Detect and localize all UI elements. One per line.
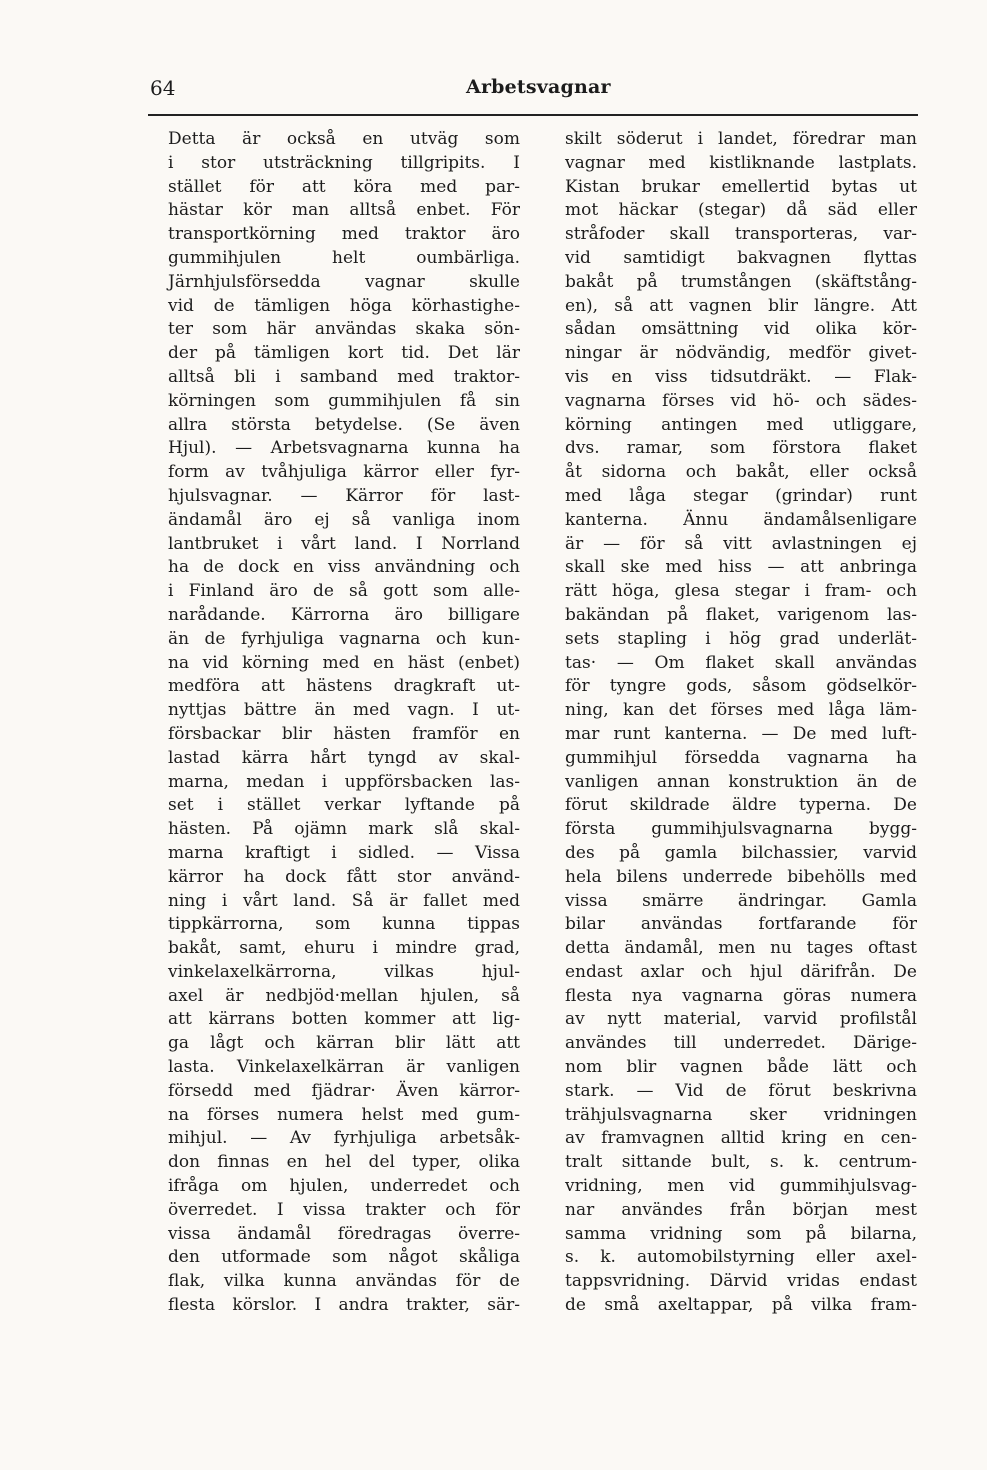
text-line: bakåt, samt, ehuru i mindre grad, bbox=[168, 938, 520, 959]
text-line: mot häckar (stegar) då säd eller bbox=[565, 200, 917, 221]
text-line: medföra att hästens dragkraft ut- bbox=[168, 676, 520, 697]
text-line: skilt söderut i landet, föredrar man bbox=[565, 129, 917, 149]
text-line: lastad kärra hårt tyngd av skal- bbox=[168, 747, 520, 768]
text-line: ningar är nödvändig, medför givet- bbox=[565, 343, 917, 364]
text-line: vis en viss tidsutdräkt. — Flak- bbox=[565, 366, 917, 387]
text-line: vagnar med kistliknande lastplats. bbox=[565, 152, 917, 173]
text-line: överredet. I vissa trakter och för bbox=[168, 1199, 520, 1220]
text-line: detta ändamål, men nu tages oftast bbox=[565, 938, 917, 959]
text-line: der på tämligen kort tid. Det lär bbox=[168, 343, 520, 364]
text-line: des på gamla bilchassier, varvid bbox=[565, 842, 917, 863]
text-line: alltså bli i samband med traktor- bbox=[168, 366, 520, 387]
text-column-left bbox=[168, 128, 520, 1318]
text-line: na vid körning med en häst (enbet) bbox=[168, 652, 520, 673]
text-line: med låga stegar (grindar) runt bbox=[565, 485, 917, 506]
text-line: skall ske med hiss — att anbringa bbox=[565, 557, 917, 578]
text-line: axel är nedbjöd·mellan hjulen, så bbox=[168, 985, 520, 1006]
text-line: na förses numera helst med gum- bbox=[168, 1104, 520, 1125]
text-line: av framvagnen alltid kring en cen- bbox=[565, 1128, 917, 1149]
header-rule bbox=[148, 114, 918, 116]
text-line: tas· — Om flaket skall användas bbox=[565, 652, 917, 673]
text-line: den utformade som något skåliga bbox=[168, 1247, 520, 1268]
text-line: stråfoder skall transporteras, var- bbox=[565, 224, 917, 245]
text-line: användes till underredet. Därige- bbox=[565, 1033, 917, 1054]
text-line: ifråga om hjulen, underredet och bbox=[168, 1176, 520, 1197]
text-line: nom blir vagnen både lätt och bbox=[565, 1057, 917, 1078]
text-line: försedd med fjädrar· Även kärror- bbox=[168, 1080, 520, 1101]
text-line: körningen som gummihjulen få sin bbox=[168, 390, 520, 411]
text-line: bilar användas fortfarande för bbox=[565, 914, 917, 935]
text-line: stället för att köra med par- bbox=[168, 176, 520, 197]
text-line: s. k. automobilstyrning eller axel- bbox=[565, 1247, 917, 1268]
text-line: ning i vårt land. Så är fallet med bbox=[168, 890, 520, 911]
text-line: för tyngre gods, såsom gödselkör- bbox=[565, 676, 917, 697]
text-line: mihjul. — Av fyrhjuliga arbetsåk- bbox=[168, 1128, 520, 1149]
text-line: hela bilens underrede bibehölls med bbox=[565, 866, 917, 887]
text-line: endast axlar och hjul därifrån. De bbox=[565, 961, 917, 982]
text-line: marna kraftigt i sidled. — Vissa bbox=[168, 842, 520, 863]
text-line: Kistan brukar emellertid bytas ut bbox=[565, 176, 917, 197]
text-line: stark. — Vid de förut beskrivna bbox=[565, 1080, 917, 1101]
text-line: första gummihjulsvagnarna bygg- bbox=[565, 819, 917, 840]
text-line: försbackar blir hästen framför en bbox=[168, 723, 520, 744]
text-line: trähjulsvagnarna sker vridningen bbox=[565, 1104, 917, 1125]
text-line: marna, medan i uppförsbacken las- bbox=[168, 771, 520, 792]
text-line: hjulsvagnar. — Kärror för last- bbox=[168, 485, 520, 506]
text-line: vinkelaxelkärrorna, vilkas hjul- bbox=[168, 961, 520, 982]
text-line: i stor utsträckning tillgripits. I bbox=[168, 152, 520, 173]
text-line: set i stället verkar lyftande på bbox=[168, 795, 520, 816]
text-line: vissa ändamål föredragas överre- bbox=[168, 1223, 520, 1244]
text-line: ändamål äro ej så vanliga inom bbox=[168, 509, 520, 530]
text-line: gummihjul försedda vagnarna ha bbox=[565, 747, 917, 768]
text-line: ning, kan det förses med låga läm- bbox=[565, 700, 917, 721]
text-line: don finnas en hel del typer, olika bbox=[168, 1152, 520, 1173]
text-line: transportkörning med traktor äro bbox=[168, 224, 520, 245]
text-line: narådande. Kärrorna äro billigare bbox=[168, 604, 520, 625]
text-line: av nytt material, varvid profilstål bbox=[565, 1009, 917, 1030]
text-line: de små axeltappar, på vilka fram- bbox=[565, 1295, 917, 1316]
text-line: allra största betydelse. (Se även bbox=[168, 414, 520, 435]
text-line: tappsvridning. Därvid vridas endast bbox=[565, 1271, 917, 1292]
text-line: vridning, men vid gummihjulsvag- bbox=[565, 1176, 917, 1197]
text-line: vissa smärre ändringar. Gamla bbox=[565, 890, 917, 911]
text-column-right bbox=[565, 128, 917, 1318]
text-line: ha de dock en viss användning och bbox=[168, 557, 520, 578]
text-line: rätt höga, glesa stegar i fram- och bbox=[565, 581, 917, 602]
text-line: dvs. ramar, som förstora flaket bbox=[565, 438, 917, 459]
text-line: flak, vilka kunna användas för de bbox=[168, 1271, 520, 1292]
text-line: nar användes från början mest bbox=[565, 1199, 917, 1220]
text-line: mar runt kanterna. — De med luft- bbox=[565, 723, 917, 744]
text-line: form av tvåhjuliga kärror eller fyr- bbox=[168, 462, 520, 483]
running-title: Arbetsvagnar bbox=[466, 76, 611, 98]
text-line: sådan omsättning vid olika kör- bbox=[565, 319, 917, 340]
text-line: är — för så vitt avlastningen ej bbox=[565, 533, 917, 554]
text-line: bakändan på flaket, varigenom las- bbox=[565, 604, 917, 625]
text-line: ga lågt och kärran blir lätt att bbox=[168, 1033, 520, 1054]
text-line: hästen. På ojämn mark slå skal- bbox=[168, 819, 520, 840]
text-line: än de fyrhjuliga vagnarna och kun- bbox=[168, 628, 520, 649]
text-line: flesta körslor. I andra trakter, sär- bbox=[168, 1295, 520, 1316]
text-line: hästar kör man alltså enbet. För bbox=[168, 200, 520, 221]
text-line: tralt sittande bult, s. k. centrum- bbox=[565, 1152, 917, 1173]
text-line: att kärrans botten kommer att lig- bbox=[168, 1009, 520, 1030]
text-line: Hjul). — Arbetsvagnarna kunna ha bbox=[168, 438, 520, 459]
text-line: tippkärrorna, som kunna tippas bbox=[168, 914, 520, 935]
text-line: vid de tämligen höga körhastighe- bbox=[168, 295, 520, 316]
text-line: samma vridning som på bilarna, bbox=[565, 1223, 917, 1244]
text-line: lasta. Vinkelaxelkärran är vanligen bbox=[168, 1057, 520, 1078]
text-line: en), så att vagnen blir längre. Att bbox=[565, 295, 917, 316]
text-line: kärror ha dock fått stor använd- bbox=[168, 866, 520, 887]
page-number: 64 bbox=[150, 76, 176, 100]
text-line: sets stapling i hög grad underlät- bbox=[565, 628, 917, 649]
text-line: flesta nya vagnarna göras numera bbox=[565, 985, 917, 1006]
text-line: vagnarna förses vid hö- och sädes- bbox=[565, 390, 917, 411]
text-line: körning antingen med utliggare, bbox=[565, 414, 917, 435]
text-line: i Finland äro de så gott som alle- bbox=[168, 581, 520, 602]
text-line: Järnhjulsförsedda vagnar skulle bbox=[168, 271, 520, 292]
text-line: ter som här användas skaka sön- bbox=[168, 319, 520, 340]
text-line: vanligen annan konstruktion än de bbox=[565, 771, 917, 792]
text-line: åt sidorna och bakåt, eller också bbox=[565, 462, 917, 483]
text-line: bakåt på trumstången (skäftstång- bbox=[565, 271, 917, 292]
text-line: gummihjulen helt oumbärliga. bbox=[168, 247, 520, 268]
text-line: vid samtidigt bakvagnen flyttas bbox=[565, 247, 917, 268]
running-head bbox=[148, 72, 918, 106]
text-line: förut skildrade äldre typerna. De bbox=[565, 795, 917, 816]
text-line: Detta är också en utväg som bbox=[168, 129, 520, 149]
text-line: nyttjas bättre än med vagn. I ut- bbox=[168, 700, 520, 721]
text-line: lantbruket i vårt land. I Norrland bbox=[168, 533, 520, 554]
text-line: kanterna. Ännu ändamålsenligare bbox=[565, 509, 917, 530]
